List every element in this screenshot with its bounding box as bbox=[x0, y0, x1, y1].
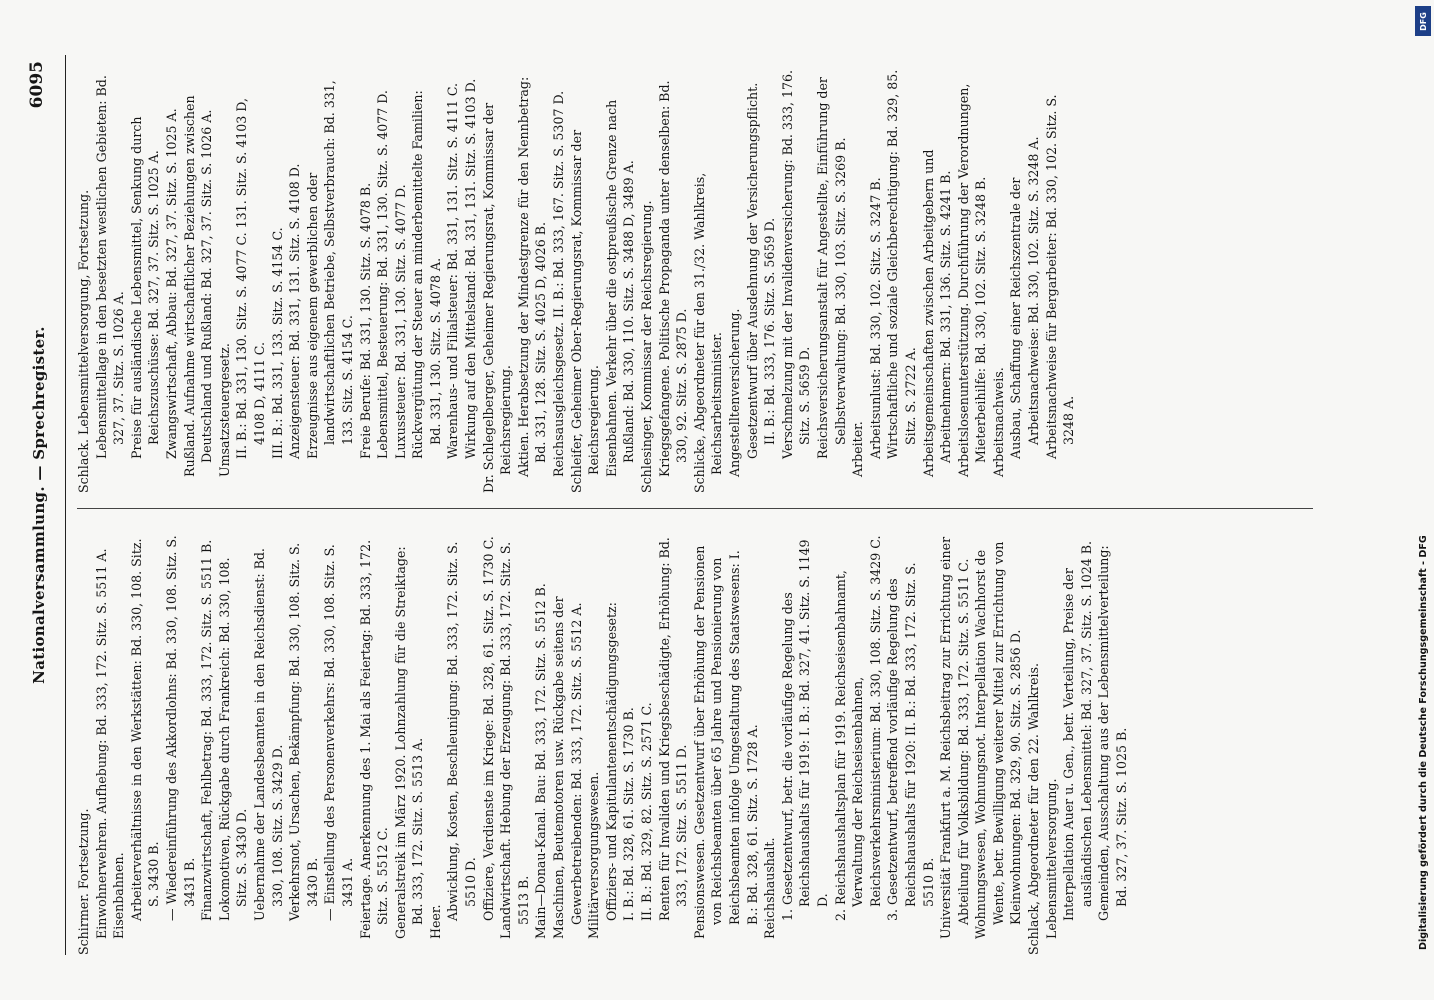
dfg-logo-text: DFG bbox=[1418, 11, 1428, 31]
register-line: Offiziers- und Kapitulantenentschädigungsgesetz: bbox=[603, 602, 619, 921]
register-line: Anzeigensteuer: Bd. 331, 131. Sitz. S. 4108 D. bbox=[287, 163, 303, 459]
register-line: Wohnungswesen, Wohnungsnot. Interpellation Wachhorst de Wente, betr. Bewilligung weiterer Mittel zur Errichtung von Kleinwohnungen: Bd. 329, 90. Sitz. S. 2856 D. bbox=[973, 541, 1024, 939]
register-line: Schlack, Abgeordneter für den 22. Wahlkreis. bbox=[1026, 662, 1042, 955]
register-line: Eisenbahnen. bbox=[111, 852, 127, 939]
register-line: Rußland. Aufnahme wirtschaftlicher Beziehungen zwischen Deutschland und Rußland: Bd. 327, 37. Sitz. S. 1026 A. bbox=[181, 95, 215, 477]
register-line: Verkehrsnot, Ursachen, Bekämpfung: Bd. 330, 108. Sitz. S. 3430 B. bbox=[287, 542, 320, 921]
register-line: Umsatzsteuergesetz. bbox=[216, 343, 232, 477]
register-line: Schlack. Lebensmittelversorgung, Fortsetzung. bbox=[76, 189, 91, 493]
register-line: 1. Gesetzentwurf, betr. die vorläufige Regelung des Reichshaushalts für 1919: I. B.: Bd. 327, 41. Sitz. S. 1149 D. bbox=[779, 539, 830, 921]
register-line: Reichshaushalt. bbox=[762, 837, 778, 939]
dfg-logo bbox=[1415, 6, 1431, 36]
register-line: Finanzwirtschaft, Fehlbetrag: Bd. 333, 172. Sitz. S. 5511 B. bbox=[199, 539, 215, 921]
register-line: Landwirtschaft. Hebung der Erzeugung: Bd. 333, 172. Sitz. S. 5513 B. bbox=[498, 541, 531, 939]
register-line: Wirkung auf den Mittelstand: Bd. 331, 131. Sitz. S. 4103 D. bbox=[463, 78, 479, 459]
page-header bbox=[25, 55, 66, 955]
register-line: Verschmelzung mit der Invalidenversicherung: Bd. 333, 176. Sitz. S. 5659 D. bbox=[779, 70, 813, 459]
register-line: — Einstellung des Personenverkehrs: Bd. 330, 108. Sitz. S. 3431 A. bbox=[322, 544, 355, 921]
register-line: Main—Donau-Kanal. Bau: Bd. 333, 172. Sitz. S. 5512 B. bbox=[533, 583, 549, 939]
register-line: Militärversorgungswesen. bbox=[586, 771, 602, 939]
register-line: Feiertage. Anerkennung des 1. Mai als Feiertag: Bd. 333, 172. Sitz. S. 5512 C. bbox=[357, 539, 391, 939]
register-line: I. B.: Bd. 328, 61. Sitz. S. 1730 B. bbox=[621, 707, 637, 921]
register-line: Dr. Schlegelberger, Geheimer Regierungsrat, Kommissar der Reichsregierung. bbox=[480, 102, 514, 493]
register-line: 2. Reichshaushaltsplan für 1919. Reichseisenbahnamt, Verwaltung der Reichseisenbahnen, Reichsverkehrsministerium: Bd. 330, 108. Sitz. S. 3429 C. bbox=[832, 535, 883, 921]
register-line: Uebernahme der Landesbeamten in den Reichsdienst: Bd. 330, 108. Sitz. S. 3429 D. bbox=[251, 548, 285, 921]
register-line: Lebensmittel, Besteuerung: Bd. 331, 130. Sitz. S. 4077 D. bbox=[375, 90, 391, 459]
register-line: Schlesinger, Kommissar der Reichsregierung. bbox=[639, 200, 654, 493]
register-line: Reichsausgleichsgesetz. II. B.: Bd. 333, 167. Sitz. S. 5307 D. bbox=[551, 90, 567, 477]
register-line: Rückvergütung der Steuer an minderbemittelte Familien: Bd. 331, 130. Sitz. S. 4078 A. bbox=[410, 90, 443, 459]
register-line: — Wiedereinführung des Akkordlohns: Bd. 330, 108. Sitz. S. 3431 B. bbox=[163, 535, 197, 921]
register-line: 3. Gesetzentwurf, betreffend vorläufige Regelung des Reichshaushalts für 1920: II. B.: Bd. 333, 172. Sitz. S. 5510 B. bbox=[885, 562, 936, 921]
column-divider bbox=[77, 508, 1313, 509]
register-line: II. B.: Bd. 329, 82. Sitz. S. 2571 C. bbox=[639, 702, 654, 921]
register-line: Heer. bbox=[427, 904, 443, 939]
register-line: Aktien. Herabsetzung der Mindestgrenze für den Nennbetrag: Bd. 331, 128. Sitz. S. 4025 D, 4026 B. bbox=[515, 76, 549, 477]
credit-text: Digitalisierung gefördert durch die Deutsche Forschungsgemeinschaft - DFG bbox=[1418, 535, 1429, 950]
register-line: Pensionswesen. Gesetzentwurf über Erhöhung der Pensionen von Reichsbeamten über 65 Jahre und Pensionierung von Reichsbeamten infolge Umgestaltung des Staatswesens: I. B.: Bd. 328, 61. Sitz. S. 1728 A. bbox=[691, 545, 760, 939]
register-line: Schleifer, Geheimer Ober-Regierungsrat, Kommissar der Reichsregierung. bbox=[568, 129, 602, 493]
register-line: Freie Berufe: Bd. 331, 130. Sitz. S. 4078 B. bbox=[357, 182, 373, 459]
register-line: Lebensmittelversorgung. bbox=[1043, 778, 1059, 939]
register-line: Erzeugnisse aus eigenem gewerblichen oder landwirtschaftlichen Betriebe, Selbstverbrauch: Bd. 331, 133. Sitz. S. 4154 C. bbox=[304, 80, 355, 459]
rotated-register-page bbox=[25, 55, 1320, 955]
register-line: Eisenbahnen. Verkehr über die ostpreußische Grenze nach Rußland: Bd. 330, 110. Sitz. S. 3488 D, 3489 A. bbox=[603, 99, 637, 477]
register-line: Preise für ausländische Lebensmittel, Senkung durch Reichszuschüsse: Bd. 327, 37. Sitz. S. 1025 A. bbox=[128, 116, 162, 459]
register-line: Offiziere, Verdienste im Kriege: Bd. 328, 61. Sitz. S. 1730 C. bbox=[480, 536, 496, 921]
register-line: Arbeiter. bbox=[850, 421, 866, 477]
register-line: Ausbau, Schaffung einer Reichszentrale der Arbeitsnachweise: Bd. 330, 102. Sitz. S. 3248 A. bbox=[1008, 136, 1042, 459]
register-line: Renten für Invaliden und Kriegsbeschädigte, Erhöhung: Bd. 333, 172. Sitz. S. 5511 D. bbox=[656, 537, 690, 921]
register-line: Lokomotiven, Rückgabe durch Frankreich: Bd. 330, 108. Sitz. S. 3430 D. bbox=[216, 557, 250, 921]
register-line: Schirmer. Fortsetzung. bbox=[76, 808, 91, 955]
register-line: Arbeitsnachweis. bbox=[990, 367, 1006, 477]
register-line: Generalstreik im März 1920. Lohnzahlung für die Streiktage: Bd. 333, 172. Sitz. S. 5513 A. bbox=[392, 546, 426, 939]
page-title: Nationalversammlung. — Sprechregister. bbox=[30, 326, 48, 684]
register-line: Universität Frankfurt a. M. Reichsbeitrag zur Errichtung einer Abteilung für Volksbildung: Bd. 333, 172. Sitz. S. 5511 C. bbox=[938, 536, 971, 939]
register-line: II. B.: Bd. 331, 130. Sitz. S. 4077 C. 131. Sitz. S. 4103 D, 4108 D, 4111 C. bbox=[234, 98, 267, 459]
register-line: Arbeitsunlust: Bd. 330, 102. Sitz. S. 3247 B. bbox=[867, 177, 883, 459]
register-line: Gesetzentwurf über Ausdehnung der Versicherungspflicht. II. B.: Bd. 333, 176. Sitz. S. 5659 D. bbox=[744, 82, 778, 459]
register-line: Lebensmittellage in den besetzten westlichen Gebieten: Bd. 327, 37. Sitz. S. 1026 A. bbox=[93, 75, 127, 459]
register-line: III. B.: Bd. 331, 133. Sitz. S. 4154 C. bbox=[269, 227, 285, 459]
left-column bbox=[75, 529, 1315, 955]
register-line: Luxussteuer: Bd. 331, 130. Sitz. S. 4077 D. bbox=[392, 184, 408, 459]
register-line: Reichsversicherungsanstalt für Angestellte, Einführung der Selbstverwaltung: Bd. 330, 103. Sitz. S. 3269 B. bbox=[814, 77, 848, 459]
register-line: Interpellation Auer u. Gen., betr. Verteilung, Preise der ausländischen Lebensmittel: Bd. 327, 37. Sitz. S. 1024 B. bbox=[1061, 541, 1094, 921]
register-line: Angestelltenversicherung. bbox=[726, 308, 742, 477]
register-line: Einwohnerwehren. Aufhebung: Bd. 333, 172. Sitz. S. 5511 A. bbox=[93, 548, 109, 939]
register-line: Arbeiterverhältnisse in den Werkstätten: Bd. 330, 108. Sitz. S. 3430 B. bbox=[128, 538, 162, 921]
digitization-credit bbox=[1414, 0, 1434, 1000]
register-line: Gemeinden, Ausschaltung aus der Lebensmittelverteilung: Bd. 327, 37. Sitz. S. 1025 B. bbox=[1096, 545, 1130, 921]
register-line: Maschinen, Beutemotoren usw. Rückgabe seitens der Gewerbetreibenden: Bd. 333, 172. Sitz. S. 5512 A. bbox=[551, 596, 584, 939]
register-line: Wirtschaftliche und soziale Gleichberechtigung: Bd. 329, 85. Sitz. S. 2722 A. bbox=[885, 69, 918, 459]
register-line: Arbeitsnachweise für Bergarbeiter: Bd. 330, 102. Sitz. S. 3248 A. bbox=[1043, 94, 1077, 459]
register-line: Abwicklung, Kosten, Beschleunigung: Bd. 333, 172. Sitz. S. 5510 D. bbox=[445, 541, 479, 921]
register-line: Kriegsgefangene. Politische Propaganda unter denselben: Bd. 330, 92. Sitz. S. 2875 D. bbox=[656, 80, 690, 477]
register-line: Zwangswirtschaft, Abbau: Bd. 327, 37. Sitz. S. 1025 A. bbox=[163, 108, 179, 459]
register-line: Arbeitsgemeinschaften zwischen Arbeitgebern und Arbeitnehmern: Bd. 331, 136. Sitz. S. 4241 B. bbox=[920, 149, 954, 477]
register-line: Schlicke, Abgeordneter für den 31./32. Wahlkreis, Reichsarbeitsminister. bbox=[691, 172, 725, 493]
register-line: Warenhaus- und Filialsteuer: Bd. 331, 131. Sitz. S. 4111 C. bbox=[445, 82, 461, 459]
right-column bbox=[75, 67, 1315, 493]
register-line: Arbeitslosenunterstützung. Durchführung der Verordnungen, Mieterbeihilfe: Bd. 330, 102. Sitz. S. 3248 B. bbox=[955, 83, 989, 477]
page-number: 6095 bbox=[27, 61, 47, 109]
